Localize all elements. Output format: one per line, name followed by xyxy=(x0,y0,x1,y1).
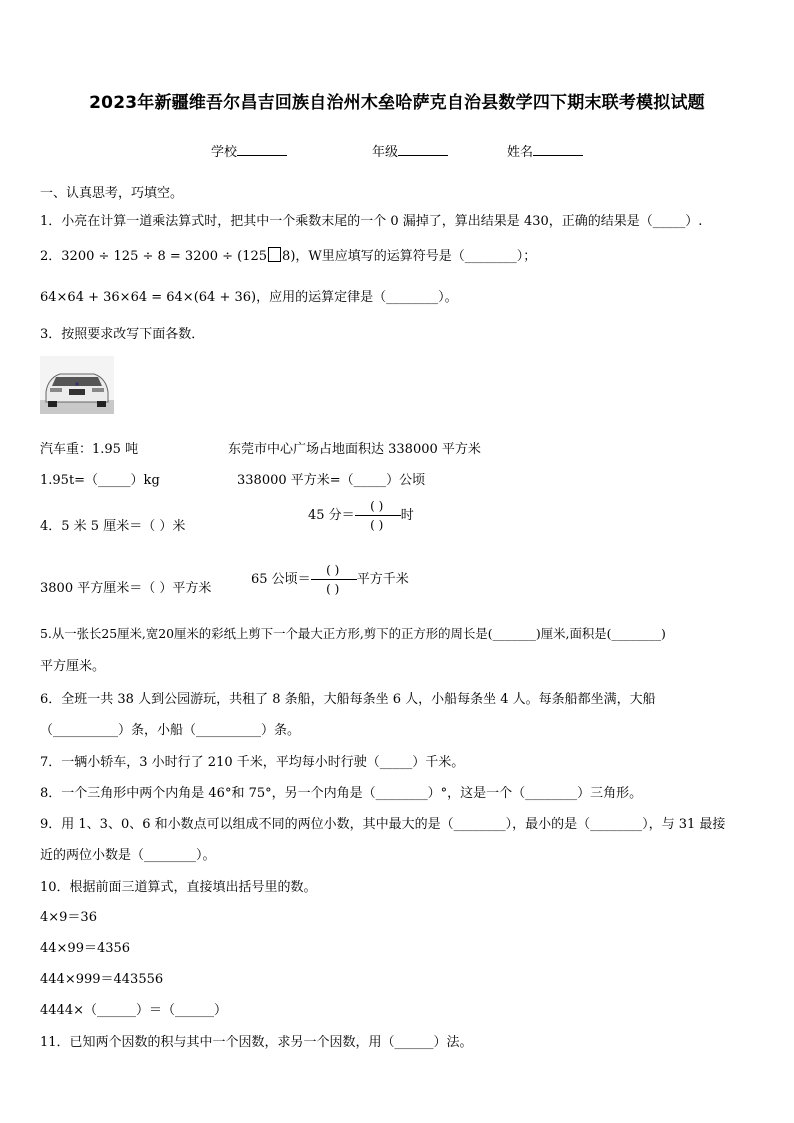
question-9-line1: 9．用 1、3、0、6 和小数点可以组成不同的两位小数，其中最大的是（________），最小的是（________），与 31 最接 xyxy=(40,817,726,832)
car-icon xyxy=(40,356,114,414)
question-2-text: ，W里应填写的运算符号是（________）； xyxy=(295,249,537,264)
q3-convert-area: 338000 平方米=（_____）公顷 xyxy=(237,473,426,488)
question-4a: 4．5 米 5 厘米＝（ ）米 xyxy=(40,519,186,534)
name-field xyxy=(507,141,583,160)
question-4c: 3800 平方厘米＝（ ）平方米 xyxy=(40,581,212,596)
q3-convert-weight: 1.95t=（_____）kg xyxy=(40,473,160,488)
question-10-eq2: 44×99＝4356 xyxy=(40,941,131,956)
question-1: 1．小亮在计算一道乘法算式时，把其中一个乘数末尾的一个 0 漏掉了，算出结果是 430，正确的结果是（_____）. xyxy=(40,214,703,229)
question-2-number: 2． xyxy=(40,249,62,264)
fraction-blank-hours[interactable] xyxy=(355,497,401,534)
name-blank[interactable] xyxy=(533,143,583,156)
section-heading: 一、认真思考，巧填空。 xyxy=(40,186,184,201)
question-5-line1: 5.从一张长25厘米,宽20厘米的彩纸上剪下一个最大正方形,剪下的正方形的周长是(_______)厘米,面积是(________) xyxy=(40,626,666,641)
question-6-line2: （__________）条，小船（__________）条。 xyxy=(40,723,301,738)
question-4b-prefix: 45 分＝ xyxy=(308,508,355,523)
question-3-label: 3．按照要求改写下面各数． xyxy=(40,327,205,342)
question-4d-prefix: 65 公顷＝ xyxy=(251,572,311,587)
question-2b xyxy=(40,286,458,305)
question-6-line1: 6．全班一共 38 人到公园游玩，共租了 8 条船，大船每条坐 6 人，小船每条坐 4 人。每条船都坐满，大船 xyxy=(40,692,656,707)
question-10-eq1: 4×9＝36 xyxy=(40,910,97,925)
fraction-denominator: ( ) xyxy=(370,518,384,532)
fraction-numerator: ( ) xyxy=(370,499,384,513)
question-2b-expression: 64×64 + 36×64 = 64×(64 + 36) xyxy=(40,290,257,305)
school-label: 学校 xyxy=(211,145,238,160)
question-4b-unit: 时 xyxy=(400,508,414,523)
question-2-expression-a: 3200 ÷ 125 ÷ 8 = 3200 ÷ (125 xyxy=(61,249,268,264)
school-field xyxy=(211,141,287,160)
school-blank[interactable] xyxy=(237,143,287,156)
question-8: 8．一个三角形中两个内角是 46°和 75°，另一个内角是（________）°，这是一个（________）三角形。 xyxy=(40,786,643,801)
question-9-line2: 近的两位小数是（________）。 xyxy=(40,848,216,863)
page-title: 2023年新疆维吾尔昌吉回族自治州木垒哈萨克自治县数学四下期末联考模拟试题 xyxy=(89,93,705,113)
question-4d xyxy=(251,561,409,598)
name-label: 姓名 xyxy=(507,145,534,160)
q3-plaza-area: 东莞市中心广场占地面积达 338000 平方米 xyxy=(228,442,481,457)
grade-blank[interactable] xyxy=(398,143,448,156)
question-10-eq4: 4444×（______）＝（______） xyxy=(40,1003,227,1018)
question-11: 11．已知两个因数的积与其中一个因数，求另一个因数，用（______）法。 xyxy=(40,1035,473,1050)
question-4d-unit: 平方千米 xyxy=(356,572,409,587)
grade-label: 年级 xyxy=(372,145,399,160)
q3-car-weight: 汽车重：1.95 吨 xyxy=(40,442,139,457)
question-7: 7．一辆小轿车，3 小时行了 210 千米，平均每小时行驶（_____）千米。 xyxy=(40,755,465,770)
question-2b-text: ，应用的运算定律是（________）。 xyxy=(256,290,458,305)
fraction-blank-km2[interactable] xyxy=(311,561,357,598)
question-5-line2: 平方厘米。 xyxy=(40,659,106,674)
operator-box[interactable] xyxy=(268,247,281,262)
grade-field xyxy=(372,141,448,160)
question-10-label: 10．根据前面三道算式，直接填出括号里的数。 xyxy=(40,880,317,895)
question-2-expression-b: 8) xyxy=(282,249,296,264)
question-4b xyxy=(308,497,414,534)
question-10-eq3: 444×999＝443556 xyxy=(40,972,164,987)
fraction-denominator: ( ) xyxy=(326,582,340,596)
fraction-numerator: ( ) xyxy=(326,563,340,577)
car-image xyxy=(40,356,114,414)
question-2 xyxy=(40,245,536,264)
